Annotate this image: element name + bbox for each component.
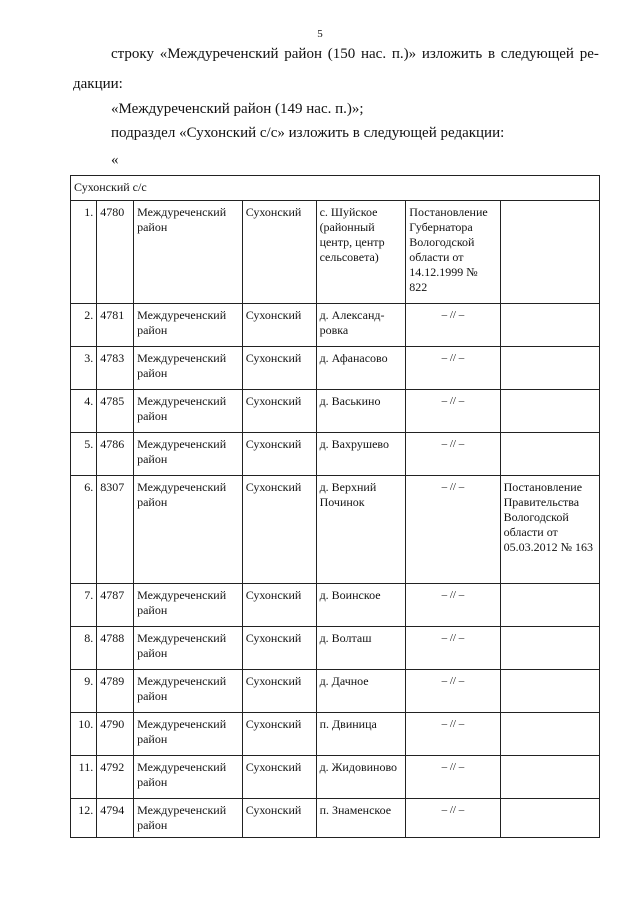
row-soviet: Сухонский [242, 756, 316, 799]
row-act-amended [500, 627, 599, 670]
row-soviet: Сухонский [242, 584, 316, 627]
row-settlement: д. Вахрушево [316, 433, 406, 476]
row-number: 7. [71, 584, 97, 627]
row-settlement: д. Васькино [316, 390, 406, 433]
row-act-amended: Постановление Правительства Вологодской области от 05.03.2012 № 163 [500, 476, 599, 584]
row-district: Междуреченский район [134, 304, 243, 347]
row-settlement: д. Дачное [316, 670, 406, 713]
row-number: 2. [71, 304, 97, 347]
row-act-established: – // – [406, 390, 500, 433]
row-district: Междуреченский район [134, 201, 243, 304]
table-row [71, 713, 600, 756]
row-number: 1. [71, 201, 97, 304]
table-row [71, 799, 600, 838]
table-row [71, 304, 600, 347]
row-act-amended [500, 433, 599, 476]
row-district: Междуреченский район [134, 433, 243, 476]
row-number: 8. [71, 627, 97, 670]
paragraph-amend-line-cont: дакции: [73, 76, 123, 92]
row-settlement: п. Двиница [316, 713, 406, 756]
page-number: 5 [317, 28, 323, 40]
row-number: 3. [71, 347, 97, 390]
row-act-amended [500, 304, 599, 347]
row-settlement: д. Верхний Починок [316, 476, 406, 584]
row-district: Междуреченский район [134, 584, 243, 627]
row-number: 9. [71, 670, 97, 713]
row-soviet: Сухонский [242, 201, 316, 304]
row-settlement: д. Волташ [316, 627, 406, 670]
row-code: 4794 [97, 799, 134, 838]
opening-quote: « [111, 152, 119, 168]
table-row [71, 347, 600, 390]
row-soviet: Сухонский [242, 476, 316, 584]
row-act-established: Постановление Губернатора Вологодской области от 14.12.1999 № 822 [406, 201, 500, 304]
row-act-established: – // – [406, 627, 500, 670]
table-row [71, 390, 600, 433]
row-district: Междуреченский район [134, 799, 243, 838]
table-section-header-row [71, 176, 600, 201]
row-settlement: д. Афанасово [316, 347, 406, 390]
row-soviet: Сухонский [242, 304, 316, 347]
row-district: Междуреченский район [134, 627, 243, 670]
settlements-table [70, 175, 600, 838]
row-number: 4. [71, 390, 97, 433]
row-code: 4787 [97, 584, 134, 627]
row-act-established: – // – [406, 347, 500, 390]
row-settlement: п. Знаменское [316, 799, 406, 838]
row-district: Междуреченский район [134, 476, 243, 584]
row-district: Междуреченский район [134, 390, 243, 433]
row-act-established: – // – [406, 584, 500, 627]
row-code: 4788 [97, 627, 134, 670]
row-district: Междуреченский район [134, 756, 243, 799]
row-number: 5. [71, 433, 97, 476]
row-settlement: д. Воинское [316, 584, 406, 627]
row-act-established: – // – [406, 799, 500, 838]
row-act-established: – // – [406, 304, 500, 347]
row-code: 4785 [97, 390, 134, 433]
row-district: Междуреченский район [134, 670, 243, 713]
row-number: 6. [71, 476, 97, 584]
row-soviet: Сухонский [242, 390, 316, 433]
row-code: 8307 [97, 476, 134, 584]
row-code: 4789 [97, 670, 134, 713]
row-soviet: Сухонский [242, 713, 316, 756]
row-code: 4792 [97, 756, 134, 799]
row-act-established: – // – [406, 670, 500, 713]
row-code: 4781 [97, 304, 134, 347]
row-act-amended [500, 584, 599, 627]
table-row [71, 476, 600, 584]
row-act-amended [500, 799, 599, 838]
paragraph-amend-line: строку «Междуреченский район (150 нас. п.)» изложить в следующей ре- [111, 46, 599, 62]
row-settlement: с. Шуйское (районный центр, центр сельсовета) [316, 201, 406, 304]
table-row [71, 433, 600, 476]
table-row [71, 756, 600, 799]
row-code: 4780 [97, 201, 134, 304]
table-row [71, 670, 600, 713]
row-soviet: Сухонский [242, 347, 316, 390]
row-act-amended [500, 713, 599, 756]
section-header: Сухонский с/с [71, 176, 600, 201]
paragraph-subsection: подраздел «Сухонский с/с» изложить в следующей редакции: [111, 125, 505, 141]
row-act-amended [500, 201, 599, 304]
row-soviet: Сухонский [242, 433, 316, 476]
row-settlement: д. Жидовиново [316, 756, 406, 799]
row-soviet: Сухонский [242, 799, 316, 838]
row-act-amended [500, 347, 599, 390]
row-district: Междуреченский район [134, 713, 243, 756]
row-district: Междуреченский район [134, 347, 243, 390]
row-settlement: д. Александ-ровка [316, 304, 406, 347]
row-act-amended [500, 756, 599, 799]
table-row [71, 584, 600, 627]
row-soviet: Сухонский [242, 670, 316, 713]
table-row [71, 627, 600, 670]
row-act-established: – // – [406, 713, 500, 756]
row-number: 10. [71, 713, 97, 756]
paragraph-new-wording: «Междуреченский район (149 нас. п.)»; [111, 101, 364, 117]
row-code: 4783 [97, 347, 134, 390]
row-act-established: – // – [406, 433, 500, 476]
table-row [71, 201, 600, 304]
row-code: 4790 [97, 713, 134, 756]
row-act-amended [500, 390, 599, 433]
row-soviet: Сухонский [242, 627, 316, 670]
row-code: 4786 [97, 433, 134, 476]
row-number: 11. [71, 756, 97, 799]
row-act-established: – // – [406, 476, 500, 584]
row-number: 12. [71, 799, 97, 838]
row-act-amended [500, 670, 599, 713]
row-act-established: – // – [406, 756, 500, 799]
